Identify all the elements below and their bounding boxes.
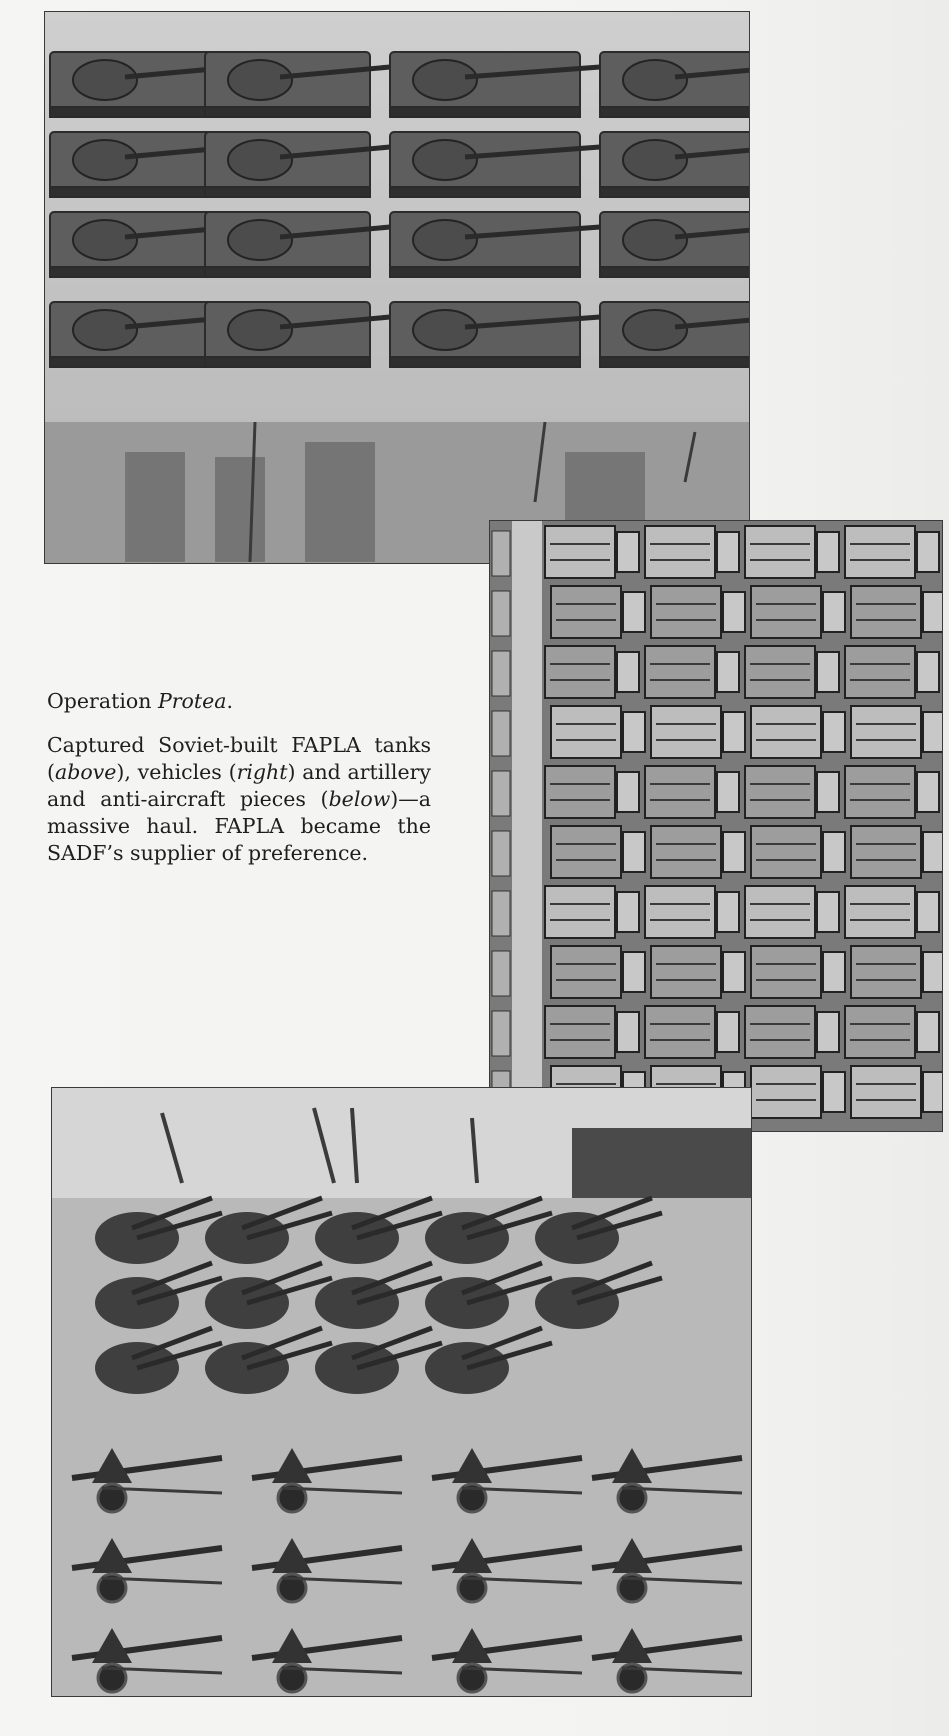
photo-captured-artillery [51, 1087, 752, 1697]
tank-shape [205, 302, 390, 367]
caption-body [47, 732, 431, 867]
truck-shape [551, 826, 645, 878]
truck-shape [492, 1011, 510, 1056]
truck-shape [645, 886, 739, 938]
truck-shape [545, 526, 639, 578]
caption-title-operation-name: Protea [157, 689, 227, 713]
caption-segment-italic: above [55, 760, 117, 784]
truck-shape [745, 766, 839, 818]
truck-shape [751, 586, 845, 638]
truck-shape [651, 706, 745, 758]
truck-shape [651, 586, 745, 638]
tank-shape [600, 52, 749, 117]
truck-shape [845, 1006, 939, 1058]
truck-shape [492, 831, 510, 876]
truck-shape [745, 526, 839, 578]
tank-shape [600, 212, 749, 277]
tank-shape [390, 132, 600, 197]
truck-shape [492, 591, 510, 636]
tank-shape [600, 302, 749, 367]
truck-shape [751, 1066, 845, 1118]
truck-shape [845, 646, 939, 698]
truck-shape [745, 886, 839, 938]
caption-segment: )—a massive haul. FAPLA became the SADF’s supplier of preference. [47, 787, 431, 865]
caption-segment-italic: below [328, 787, 391, 811]
tanks-photo-graphic [45, 12, 749, 563]
caption-title [47, 688, 431, 715]
truck-shape [645, 526, 739, 578]
truck-shape [845, 886, 939, 938]
truck-shape [545, 1006, 639, 1058]
vehicles-photo-graphic [490, 521, 942, 1131]
tank-shape [390, 52, 600, 117]
truck-shape [492, 531, 510, 576]
tank-shape [205, 212, 390, 277]
tank-shape [205, 52, 390, 117]
truck-shape [492, 771, 510, 816]
tank-shape [390, 212, 600, 277]
caption-segment: ) and artillery and anti-aircraft pieces ( [47, 760, 431, 811]
truck-shape [551, 946, 645, 998]
truck-shape [851, 946, 942, 998]
caption-segment: ), vehicles ( [116, 760, 237, 784]
truck-shape [551, 706, 645, 758]
truck-shape [492, 711, 510, 756]
caption-title-prefix: Operation [47, 689, 158, 713]
truck-shape [651, 946, 745, 998]
truck-shape [492, 651, 510, 696]
truck-shape [845, 526, 939, 578]
truck-shape [492, 891, 510, 936]
truck-shape [745, 1006, 839, 1058]
truck-shape [851, 1066, 942, 1118]
caption-segment-italic: right [236, 760, 288, 784]
caption-segment: Captured Soviet-built FAPLA tanks ( [47, 733, 431, 784]
tank-shape [390, 302, 600, 367]
truck-shape [851, 826, 942, 878]
truck-shape [492, 951, 510, 996]
caption-title-suffix: . [226, 689, 234, 713]
truck-shape [751, 826, 845, 878]
truck-shape [545, 766, 639, 818]
truck-shape [645, 766, 739, 818]
truck-shape [551, 586, 645, 638]
truck-shape [645, 646, 739, 698]
photo-captured-vehicles [489, 520, 943, 1132]
truck-shape [851, 586, 942, 638]
truck-shape [845, 766, 939, 818]
artillery-photo-graphic [52, 1088, 751, 1696]
photo-captured-tanks [44, 11, 750, 564]
truck-shape [751, 706, 845, 758]
truck-shape [751, 946, 845, 998]
truck-shape [545, 646, 639, 698]
truck-shape [645, 1006, 739, 1058]
truck-shape [545, 886, 639, 938]
truck-shape [851, 706, 942, 758]
tank-shape [600, 132, 749, 197]
truck-shape [651, 826, 745, 878]
truck-shape [745, 646, 839, 698]
tank-shape [205, 132, 390, 197]
photo-caption [47, 688, 431, 867]
